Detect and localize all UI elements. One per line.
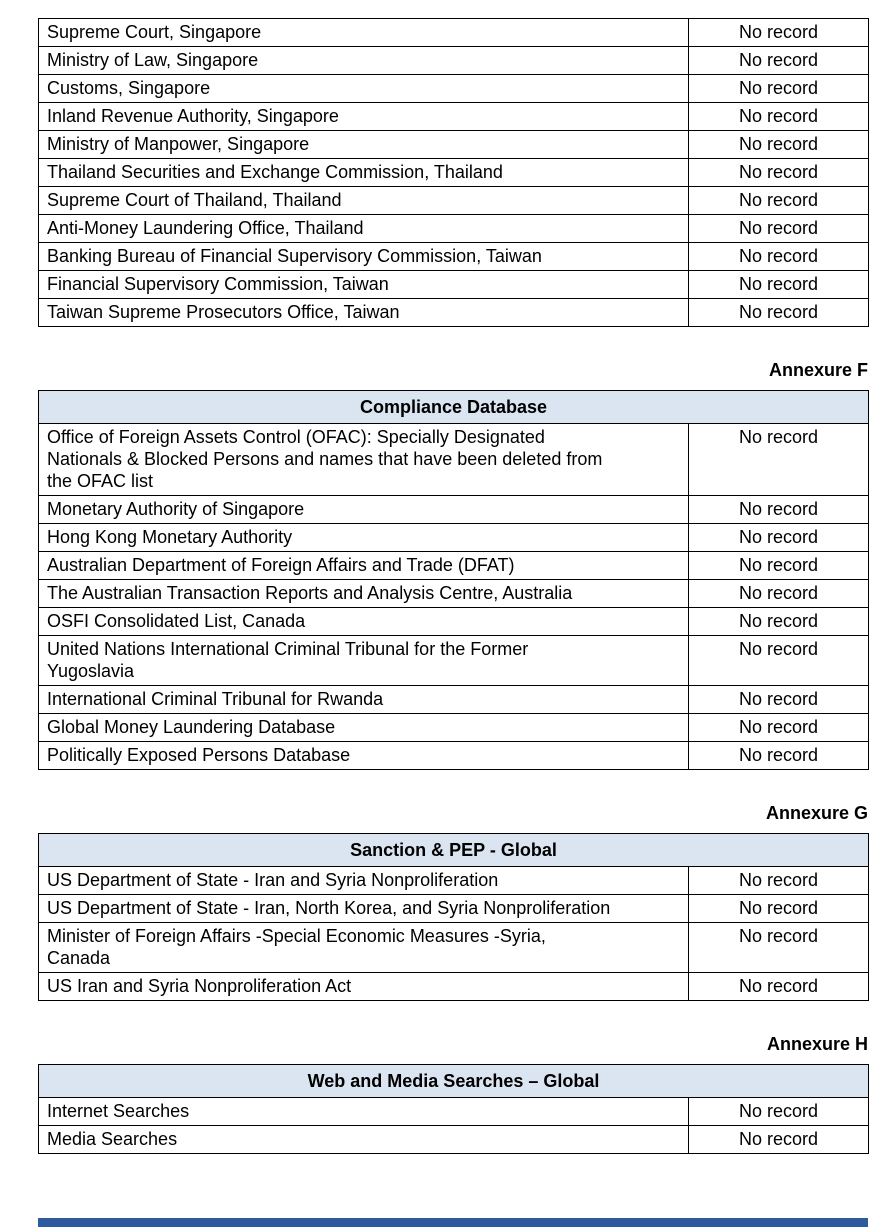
- result-cell: No record: [689, 47, 869, 75]
- source-cell: Hong Kong Monetary Authority: [39, 524, 689, 552]
- result-cell: No record: [689, 686, 869, 714]
- result-cell: No record: [689, 103, 869, 131]
- result-cell: No record: [689, 424, 869, 496]
- source-cell: Media Searches: [39, 1126, 689, 1154]
- table-row: [39, 552, 869, 580]
- result-cell: No record: [689, 580, 869, 608]
- source-cell: International Criminal Tribunal for Rwanda: [39, 686, 689, 714]
- source-cell: Office of Foreign Assets Control (OFAC): Specially Designated Nationals & Blocked Persons and names that have been deleted from the OFAC list: [39, 424, 689, 496]
- table-row: [39, 686, 869, 714]
- annexure-g-label: Annexure G: [765, 803, 868, 823]
- annexure-f-label: Annexure F: [768, 360, 868, 380]
- source-cell: Australian Department of Foreign Affairs and Trade (DFAT): [39, 552, 689, 580]
- source-cell: OSFI Consolidated List, Canada: [39, 608, 689, 636]
- table-row: [39, 636, 869, 686]
- table-row: [39, 19, 869, 47]
- result-cell: No record: [689, 271, 869, 299]
- table-row: [39, 424, 869, 496]
- source-cell: Politically Exposed Persons Database: [39, 742, 689, 770]
- result-cell: No record: [689, 243, 869, 271]
- result-cell: No record: [689, 895, 869, 923]
- source-cell: Supreme Court, Singapore: [39, 19, 689, 47]
- source-cell: Ministry of Manpower, Singapore: [39, 131, 689, 159]
- table-row: [39, 47, 869, 75]
- result-cell: No record: [689, 973, 869, 1001]
- source-cell: Anti-Money Laundering Office, Thailand: [39, 215, 689, 243]
- result-cell: No record: [689, 636, 869, 686]
- table-header-row: [39, 834, 869, 867]
- source-cell: Banking Bureau of Financial Supervisory Commission, Taiwan: [39, 243, 689, 271]
- table-row: [39, 243, 869, 271]
- result-cell: No record: [689, 496, 869, 524]
- table-row: [39, 215, 869, 243]
- source-cell: US Department of State - Iran, North Korea, and Syria Nonproliferation: [39, 895, 689, 923]
- source-cell: Financial Supervisory Commission, Taiwan: [39, 271, 689, 299]
- table-row: [39, 159, 869, 187]
- source-cell: Minister of Foreign Affairs -Special Economic Measures -Syria, Canada: [39, 923, 689, 973]
- result-cell: No record: [689, 714, 869, 742]
- table-row: [39, 271, 869, 299]
- source-cell: US Department of State - Iran and Syria Nonproliferation: [39, 867, 689, 895]
- table-row: [39, 524, 869, 552]
- result-cell: No record: [689, 1126, 869, 1154]
- table-header-row: [39, 1065, 869, 1098]
- source-cell: Inland Revenue Authority, Singapore: [39, 103, 689, 131]
- table-row: [39, 867, 869, 895]
- regulatory-results-table: [38, 18, 869, 327]
- result-cell: No record: [689, 608, 869, 636]
- table-row: [39, 895, 869, 923]
- source-cell: The Australian Transaction Reports and Analysis Centre, Australia: [39, 580, 689, 608]
- table-row: [39, 103, 869, 131]
- table-row: [39, 131, 869, 159]
- web-media-searches-table: [38, 1064, 869, 1154]
- table-row: [39, 714, 869, 742]
- table-row: [39, 299, 869, 327]
- result-cell: No record: [689, 19, 869, 47]
- result-cell: No record: [689, 215, 869, 243]
- result-cell: No record: [689, 75, 869, 103]
- result-cell: No record: [689, 923, 869, 973]
- footer-accent-bar: [38, 1218, 868, 1227]
- result-cell: No record: [689, 742, 869, 770]
- source-cell: Internet Searches: [39, 1098, 689, 1126]
- source-cell: US Iran and Syria Nonproliferation Act: [39, 973, 689, 1001]
- compliance-database-table: [38, 390, 869, 770]
- result-cell: No record: [689, 131, 869, 159]
- table-row: [39, 608, 869, 636]
- table-row: [39, 187, 869, 215]
- annexure-h-label: Annexure H: [766, 1034, 868, 1054]
- table-row: [39, 742, 869, 770]
- result-cell: No record: [689, 1098, 869, 1126]
- source-cell: Monetary Authority of Singapore: [39, 496, 689, 524]
- table-row: [39, 1126, 869, 1154]
- source-cell: Customs, Singapore: [39, 75, 689, 103]
- result-cell: No record: [689, 867, 869, 895]
- result-cell: No record: [689, 159, 869, 187]
- table-title: Web and Media Searches – Global: [39, 1065, 869, 1098]
- table-row: [39, 496, 869, 524]
- sanction-pep-global-table: [38, 833, 869, 1001]
- result-cell: No record: [689, 299, 869, 327]
- source-cell: Thailand Securities and Exchange Commission, Thailand: [39, 159, 689, 187]
- table-row: [39, 973, 869, 1001]
- table-row: [39, 580, 869, 608]
- result-cell: No record: [689, 187, 869, 215]
- table-row: [39, 1098, 869, 1126]
- table-title: Compliance Database: [39, 391, 869, 424]
- source-cell: Supreme Court of Thailand, Thailand: [39, 187, 689, 215]
- source-cell: Ministry of Law, Singapore: [39, 47, 689, 75]
- source-cell: Global Money Laundering Database: [39, 714, 689, 742]
- table-header-row: [39, 391, 869, 424]
- table-row: [39, 75, 869, 103]
- result-cell: No record: [689, 524, 869, 552]
- source-cell: United Nations International Criminal Tribunal for the Former Yugoslavia: [39, 636, 689, 686]
- source-cell: Taiwan Supreme Prosecutors Office, Taiwan: [39, 299, 689, 327]
- table-row: [39, 923, 869, 973]
- table-title: Sanction & PEP - Global: [39, 834, 869, 867]
- result-cell: No record: [689, 552, 869, 580]
